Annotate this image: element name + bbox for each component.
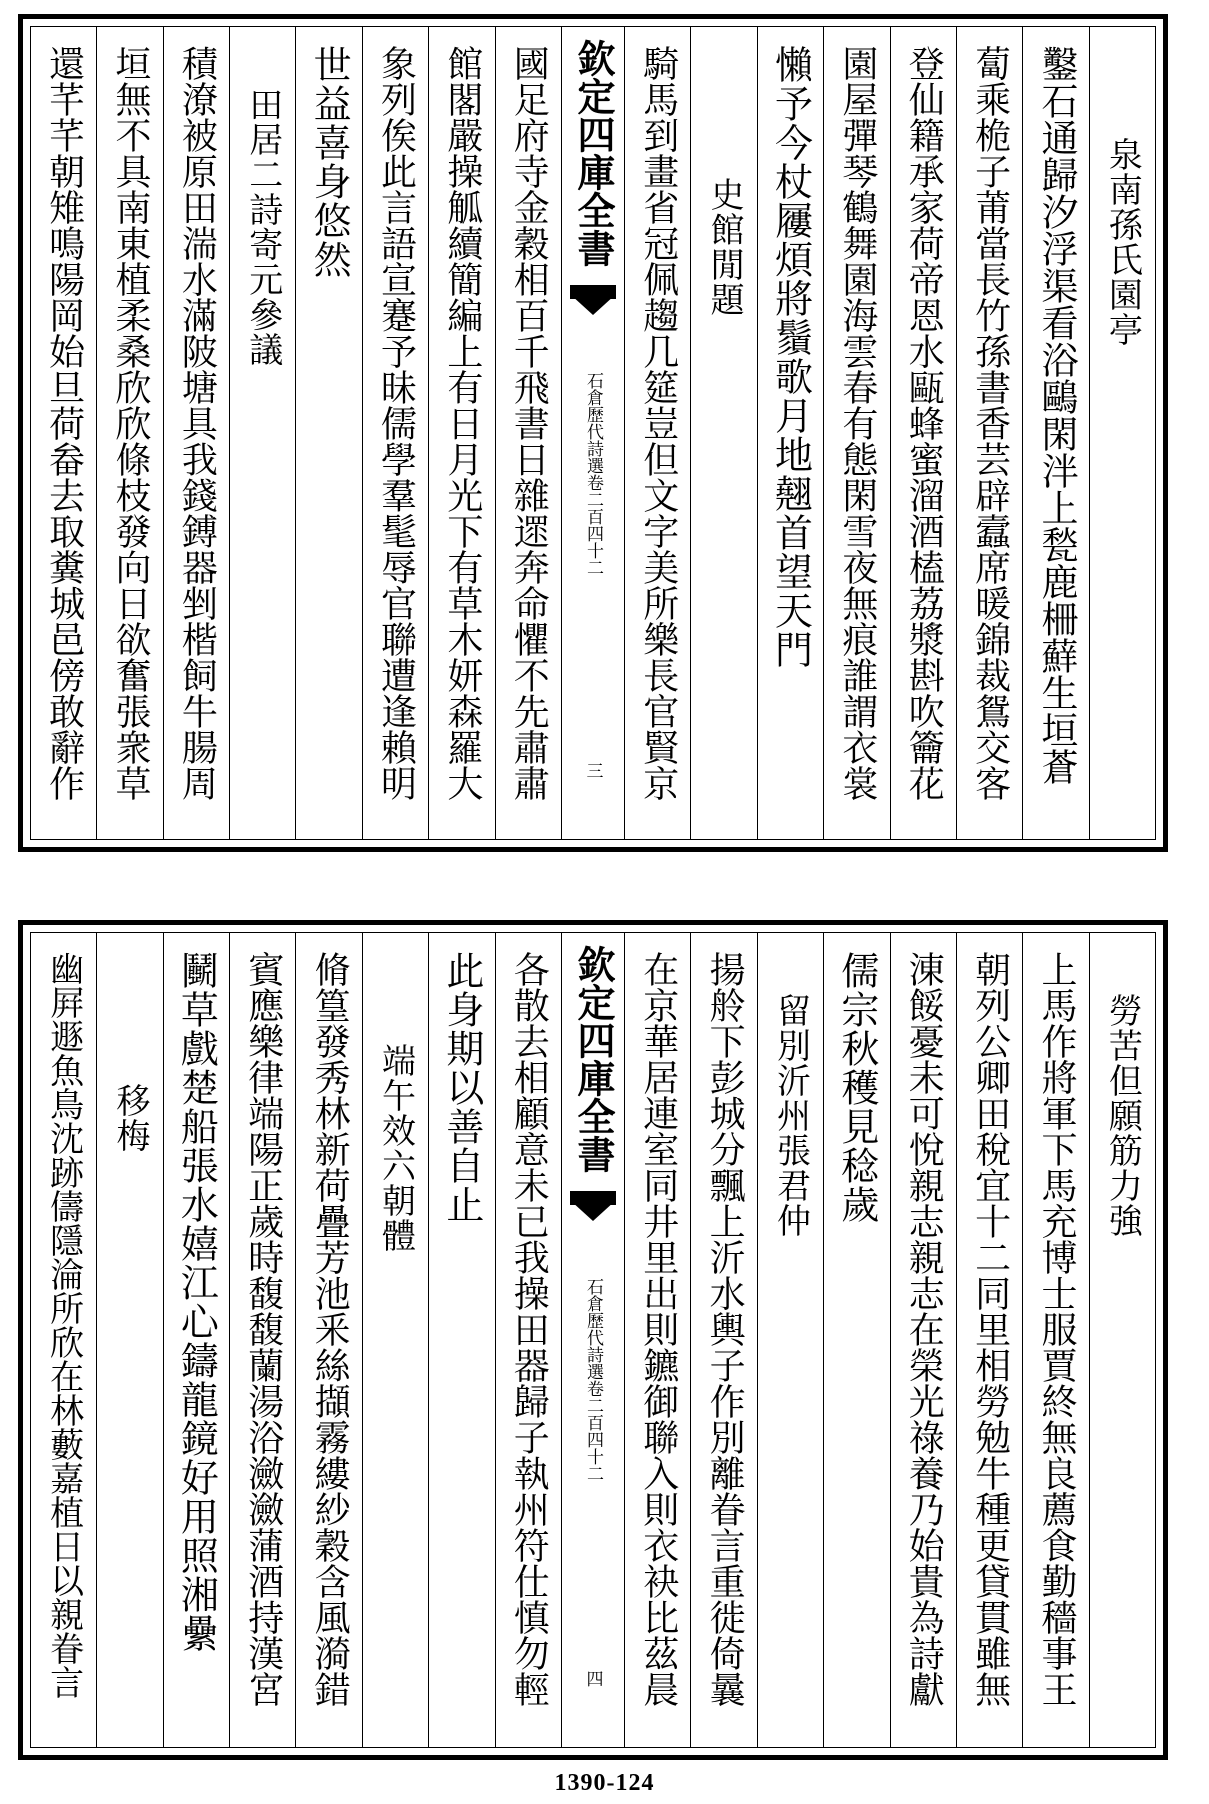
verse-line: 懶予今杖屨煩將鬚歌月地翹首望天門 — [768, 45, 813, 669]
folio-number: 四 — [582, 1670, 603, 1687]
poem-title-column — [362, 933, 428, 1747]
text-column — [163, 27, 229, 839]
poem-title: 留別沂州張君仲 — [770, 993, 811, 1238]
verse-line: 世益喜身悠然 — [307, 45, 352, 279]
verse-line: 蔔乘桅子莆當長竹孫書香芸辟蠧席暖錦裁鴛交客 — [969, 45, 1011, 801]
text-column — [624, 27, 690, 839]
poem-title: 田居二詩寄元參議 — [242, 87, 283, 367]
verse-line: 朝列公卿田稅宜十二同里相勞勉牛種更貸貫雖無 — [969, 951, 1011, 1707]
verse-line: 園屋彈琴鶴舞園海雲春有態閑雪夜無痕誰謂衣裳 — [836, 45, 878, 801]
text-column — [956, 27, 1022, 839]
text-column — [495, 933, 561, 1747]
text-column — [757, 27, 823, 839]
verse-line: 垣無不具南東植柔桑欣欣條枝發向日欲奮張衆草 — [109, 45, 151, 801]
text-column — [1022, 933, 1088, 1747]
volume-number: 卷二百四十二 — [582, 474, 603, 576]
verse-line: 館閣嚴操觚續簡編上有日月光下有草木妍森羅大 — [441, 45, 483, 801]
poem-title-column — [229, 27, 295, 839]
verse-line: 還芊芊朝雉鳴陽岡始旦荷畚去取糞城邑傍敢辭作 — [43, 45, 85, 801]
verse-line: 賓應樂律端陽正歲時馥馥蘭湯浴瀲瀲蒲酒持漢宮 — [242, 951, 284, 1707]
center-fold-column — [561, 933, 624, 1747]
text-column — [229, 933, 295, 1747]
verse-line: 鑿石通歸汐浮渠看浴鷗閑泮上甃鹿柵蘚生垣蒼 — [1034, 45, 1078, 785]
text-column — [428, 933, 494, 1747]
text-column — [362, 27, 428, 839]
verse-line: 登仙籍承家荷帝恩水甌蜂蜜溜酒榼荔漿斟吹籥花 — [903, 45, 945, 801]
center-fold-column — [561, 27, 624, 839]
page-number: 1390-124 — [554, 1770, 655, 1796]
fish-tail-ornament — [570, 1191, 616, 1221]
volume-info — [582, 372, 604, 576]
verse-line: 國足府寺金穀相百千飛書日雜遝奔命懼不先肅肅 — [508, 45, 550, 801]
bottom-page-columns — [31, 933, 1155, 1747]
verse-line: 在京華居連室同井里出則鑣御聯入則衣袂比茲晨 — [637, 951, 679, 1707]
verse-line: 涷餒憂未可悅親志親志在榮光祿養乃始貴為詩獻 — [903, 951, 945, 1707]
text-column — [96, 27, 162, 839]
verse-line: 揚舲下彭城分飄上沂水輿子作別離眷言重徙倚曩 — [704, 951, 746, 1707]
text-column — [31, 933, 96, 1747]
text-column — [890, 933, 956, 1747]
verse-line: 騎馬到畫省冠佩趨几筵豈但文字美所樂長官賢京 — [637, 45, 679, 801]
volume-series: 石倉歷代詩選 — [582, 1278, 603, 1380]
verse-line: 幽屛遯魚鳥沈跡儔隱淪所欣在林藪嘉植日以親眷言 — [43, 951, 84, 1699]
poem-title-column — [690, 27, 756, 839]
bottom-page — [18, 920, 1168, 1760]
fish-tail-point — [571, 295, 615, 315]
verse-line: 各散去相顧意未已我操田器歸子執州符仕慎勿輕 — [508, 951, 550, 1707]
verse-line: 此身期以善自止 — [439, 951, 484, 1224]
text-column — [31, 27, 96, 839]
poem-title-column — [1089, 933, 1155, 1747]
verse-line: 象列俟此言語宣蹇予昧儒學羣髦辱官聯遭逢賴明 — [375, 45, 417, 801]
text-column — [690, 933, 756, 1747]
verse-line: 上馬作將軍下馬充博士服賈終無良薦食勤穡事王 — [1035, 951, 1077, 1707]
poem-title: 移梅 — [109, 1083, 150, 1153]
top-page-columns — [31, 27, 1155, 839]
text-column — [624, 933, 690, 1747]
verse-line: 鬭草戲楚船張水嬉江心鑄龍鏡好用照湘纍 — [174, 951, 219, 1653]
poem-title: 史館閒題 — [704, 177, 745, 317]
verse-line: 積潦被原田湍水滿陂塘具我錢鎛器剉楷飼牛腸周 — [176, 45, 218, 801]
top-page — [18, 14, 1168, 852]
poem-title: 泉南孫氏園亭 — [1102, 137, 1143, 347]
book-title: 欽定四庫全書 — [570, 945, 616, 1173]
folio-number: 三 — [582, 762, 603, 779]
verse-line: 儒宗秋穫見稔歲 — [834, 951, 879, 1224]
text-column — [428, 27, 494, 839]
poem-title-column — [1089, 27, 1155, 839]
text-column — [956, 933, 1022, 1747]
poem-title-column — [757, 933, 823, 1747]
text-column — [295, 27, 361, 839]
text-column — [163, 933, 229, 1747]
text-column — [890, 27, 956, 839]
fish-tail-point — [571, 1201, 615, 1221]
text-column — [295, 933, 361, 1747]
text-column — [495, 27, 561, 839]
poem-title: 端午效六朝體 — [375, 1043, 416, 1253]
volume-series: 石倉歷代詩選 — [582, 372, 603, 474]
poem-title-column — [96, 933, 162, 1747]
bottom-page-frame — [30, 932, 1156, 1748]
volume-info — [582, 1278, 604, 1482]
book-title: 欽定四庫全書 — [570, 39, 616, 267]
text-column — [823, 933, 889, 1747]
text-column — [1022, 27, 1088, 839]
text-column — [823, 27, 889, 839]
volume-number: 卷二百四十二 — [582, 1380, 603, 1482]
verse-line: 脩篁發秀林新荷疊芳池釆絲擷霧縷紗穀含風漪錯 — [309, 951, 351, 1707]
fish-tail-ornament — [570, 285, 616, 315]
top-page-frame — [30, 26, 1156, 840]
poem-title: 勞苦但願筋力強 — [1102, 993, 1143, 1238]
